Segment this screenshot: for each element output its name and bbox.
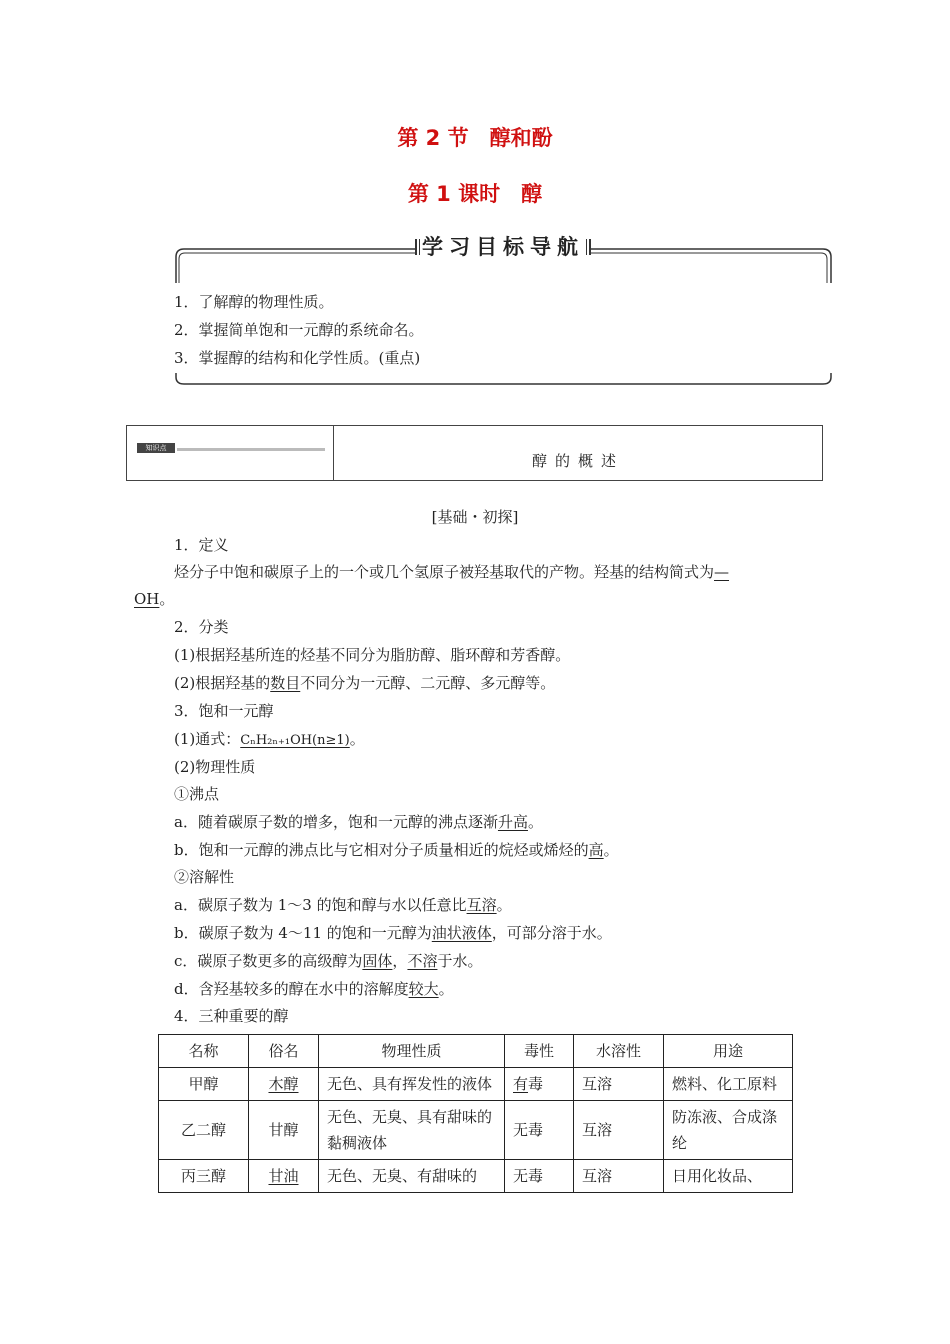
text: b．饱和一元醇的沸点比与它相对分子质量相近的烷烃或烯烃的 xyxy=(174,841,589,859)
text: ， xyxy=(392,952,408,970)
table-cell xyxy=(505,1068,574,1101)
section-title: 第 2 节 醇和酚 xyxy=(397,126,553,150)
table-cell: 丙三醇 xyxy=(159,1160,249,1193)
answer: 较大 xyxy=(408,980,439,998)
answer: 甘油 xyxy=(268,1167,299,1185)
text: 。 xyxy=(603,841,619,859)
lesson-title: 第 1 课时 醇 xyxy=(407,182,543,206)
definition-heading: 1．定义 xyxy=(174,536,229,554)
table-cell: 互溶 xyxy=(574,1101,664,1160)
table-header: 毒性 xyxy=(505,1035,574,1068)
table-cell: 无色、具有挥发性的液体 xyxy=(319,1068,505,1101)
definition-answer: — xyxy=(714,563,730,581)
table-row xyxy=(159,1068,793,1101)
classification-heading: 2．分类 xyxy=(174,618,229,636)
answer: 木醇 xyxy=(268,1075,299,1093)
definition-text xyxy=(174,562,729,582)
table-header: 俗名 xyxy=(249,1035,319,1068)
text: c．碳原子数更多的高级醇为 xyxy=(174,952,363,970)
table-cell: 甘醇 xyxy=(249,1101,319,1160)
classification-item xyxy=(174,673,555,693)
solubility-a xyxy=(174,895,512,915)
text: 。 xyxy=(496,896,512,914)
answer: 固体 xyxy=(362,952,393,970)
goal-item: 2．掌握简单饱和一元醇的系统命名。 xyxy=(174,321,424,339)
table-cell: 无毒 xyxy=(505,1160,574,1193)
text: 。 xyxy=(349,730,365,748)
text: d．含羟基较多的醇在水中的溶解度 xyxy=(174,980,409,998)
text: ，可部分溶于水。 xyxy=(491,924,612,942)
text: 于水。 xyxy=(437,952,483,970)
table-cell xyxy=(249,1160,319,1193)
answer: 不溶 xyxy=(407,952,438,970)
table-row xyxy=(159,1101,793,1160)
solubility-c xyxy=(174,951,482,971)
three-alcohols-heading: 4．三种重要的醇 xyxy=(174,1007,289,1025)
solubility-b xyxy=(174,923,612,943)
table-cell: 无色、无臭、有甜味的 xyxy=(319,1160,505,1193)
formula-answer: CₙH₂ₙ₊₁OH(n≥1) xyxy=(240,733,350,748)
table-cell: 乙二醇 xyxy=(159,1101,249,1160)
knowledge-point-title: 醇的概述 xyxy=(531,452,624,470)
saturated-alcohol-heading: 3．饱和一元醇 xyxy=(174,702,274,720)
knowledge-point-badge: 知识点 xyxy=(137,443,175,453)
general-formula xyxy=(174,729,365,751)
text: 毒 xyxy=(528,1075,544,1093)
answer: 互溶 xyxy=(466,896,497,914)
answer: 有 xyxy=(513,1075,529,1093)
goals-title xyxy=(415,232,591,262)
knowledge-point-line xyxy=(177,448,325,451)
solubility-heading: ②溶解性 xyxy=(174,868,235,886)
definition-text-cont xyxy=(134,589,174,609)
goals-title-bar-right-thin xyxy=(586,239,587,255)
punct: 。 xyxy=(159,590,175,608)
text: 不同分为一元醇、二元醇、多元醇等。 xyxy=(300,674,556,692)
text: 。 xyxy=(527,813,543,831)
definition-answer-cont: OH xyxy=(134,590,160,608)
answer: 油状液体 xyxy=(431,924,492,942)
table-cell: 甲醇 xyxy=(159,1068,249,1101)
answer: 高 xyxy=(588,841,604,859)
table-cell: 无毒 xyxy=(505,1101,574,1160)
table-header: 物理性质 xyxy=(319,1035,505,1068)
boiling-point-b xyxy=(174,840,619,860)
table-header-row xyxy=(159,1035,793,1068)
basics-tag: [基础・初探] xyxy=(431,508,519,526)
table-row xyxy=(159,1160,793,1193)
table-header: 水溶性 xyxy=(574,1035,664,1068)
text: 。 xyxy=(438,980,454,998)
answer: 升高 xyxy=(497,813,528,831)
table-cell: 互溶 xyxy=(574,1068,664,1101)
goals-title-text: 学习目标导航 xyxy=(422,235,584,259)
text: (2)根据羟基的 xyxy=(174,674,271,692)
goals-title-bar-left-thin xyxy=(419,239,420,255)
goals-title-bar-right xyxy=(589,239,591,255)
text: a．随着碳原子数的增多，饱和一元醇的沸点逐渐 xyxy=(174,813,498,831)
goals-title-bar-left xyxy=(415,239,417,255)
alcohols-table xyxy=(158,1034,793,1193)
table-cell: 防冻液、合成涤纶 xyxy=(664,1101,793,1160)
table-cell: 燃料、化工原料 xyxy=(664,1068,793,1101)
text: (1)通式： xyxy=(174,730,241,748)
table-cell: 无色、无臭、具有甜味的黏稠液体 xyxy=(319,1101,505,1160)
table-cell xyxy=(249,1068,319,1101)
text: a．碳原子数为 1～3 的饱和醇与水以任意比 xyxy=(174,896,467,914)
physical-properties-heading: (2)物理性质 xyxy=(174,758,256,776)
definition-text-body: 烃分子中饱和碳原子上的一个或几个氢原子被羟基取代的产物。羟基的结构简式为 xyxy=(174,563,715,581)
goal-item: 3．掌握醇的结构和化学性质。(重点) xyxy=(174,349,421,367)
solubility-d xyxy=(174,979,454,999)
boiling-point-a xyxy=(174,812,543,832)
boiling-point-heading: ①沸点 xyxy=(174,785,220,803)
goal-item: 1．了解醇的物理性质。 xyxy=(174,293,334,311)
table-cell: 日用化妆品、 xyxy=(664,1160,793,1193)
classification-item: (1)根据羟基所连的烃基不同分为脂肪醇、脂环醇和芳香醇。 xyxy=(174,646,571,664)
table-header: 用途 xyxy=(664,1035,793,1068)
table-cell: 互溶 xyxy=(574,1160,664,1193)
answer: 数目 xyxy=(270,674,301,692)
text: b．碳原子数为 4～11 的饱和一元醇为 xyxy=(174,924,432,942)
table-header: 名称 xyxy=(159,1035,249,1068)
